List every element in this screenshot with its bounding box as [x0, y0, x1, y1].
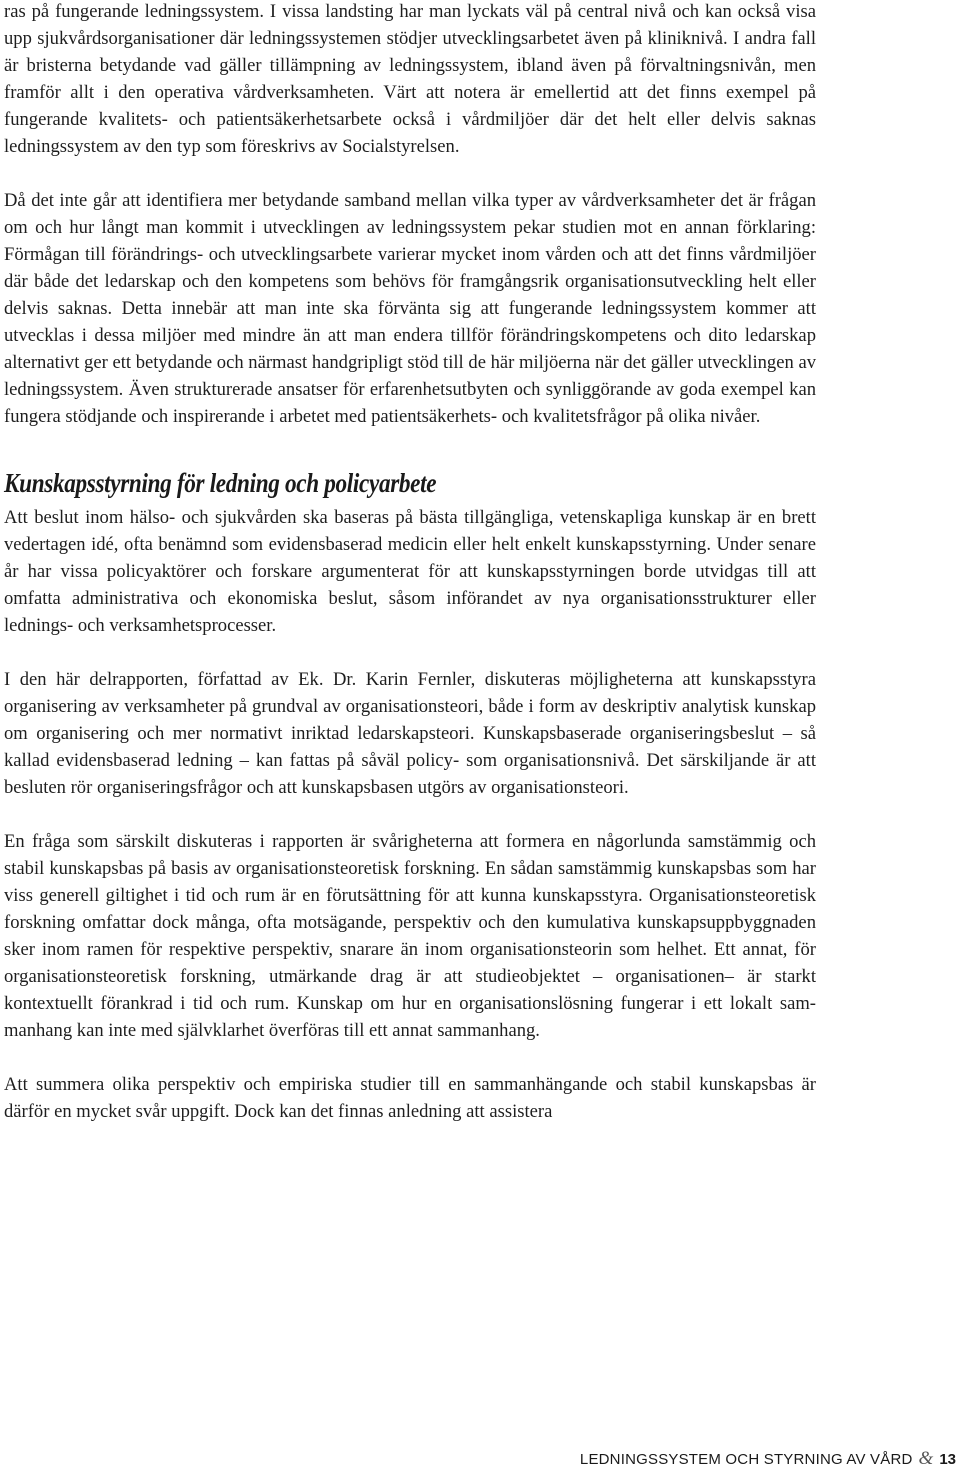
body-paragraph: Då det inte går att identifiera mer betydande samband mellan vilka typer av vårdverksamheter det är frågan om och hur långt man kommit i utvecklingen av ledningssystem pekar studien mot en annan förklaring: Förmågan till förändrings- och utvecklingsarbete varierar mycket inom vården och att det finns vårdmiljöer där både det ledarskap och den kompetens som behövs för framgångsrik organisationsutveckling helt eller delvis saknas. Detta innebär att man inte ska förvänta sig att fungerande ledningssystem kommer att utvecklas i dessa miljöer med mindre än att man endera tillför förändringskompetens och dito ledarskap alternativt ger ett betydande och närmast handgripligt stöd till de här miljöerna när det gäller utvecklingen av ledningssystem. Även strukturerade ansatser för erfarenhetsutbyten och synliggörande av goda exempel kan fungera stödjande och inspirerande i arbetet med patientsäkerhets- och kvalitetsfrågor på olika nivåer. [4, 190, 816, 427]
page-footer [580, 1448, 956, 1470]
ampersand-glyph: & [918, 1448, 934, 1469]
body-paragraph: Att beslut inom hälso- och sjukvården ska baseras på bästa tillgängliga, vetenskapliga kunskap är en brett vedertagen idé, ofta benämnd som evidensbaserad medicin eller helt enkelt kunskapsstyrning. Under senare år har vissa policyaktörer och forskare argumenterat för att kunskapsstyrningen borde utvidgas till att omfatta administrativa och ekonomiska beslut, såsom införandet av nya organisationsstrukturer eller lednings- och verksamhetsprocesser. [4, 507, 816, 636]
running-title: LEDNINGSSYSTEM OCH STYRNING AV VÅRD [579, 1451, 913, 1468]
section-heading: Kunskapsstyrning för ledning och policyarbete [4, 468, 437, 498]
body-paragraph: Att summera olika perspektiv och empiriska studier till en sammanhängande och stabil kunskapsbas är därför en mycket svår uppgift. Dock kan det finnas anledning att assistera [4, 1074, 816, 1122]
body-paragraph: I den här delrapporten, författad av Ek. Dr. Karin Fernler, diskuteras möjligheterna att kunskapsstyra organisering av verksamheter på grundval av organisationsteori, både i form av deskriptiv analytisk kunskap om organisering och mer normativt inriktad ledarskapsteori. Kunskapsbaserade organiseringsbeslut – så kallad evidensbaserad ledning – kan fattas på såväl policy- som organisationsnivå. Det särskiljande är att besluten rör organiseringsfrågor och att kunskapsbasen utgörs av organisationsteori. [4, 669, 816, 798]
page-number: 13 [939, 1451, 956, 1468]
body-paragraph: En fråga som särskilt diskuteras i rapporten är svårigheterna att formera en någorlunda samstämmig och stabil kunskapsbas på basis av organisationsteoretisk forskning. En sådan samstämmig kunskapsbas som har viss generell giltighet i tid och rum är en förutsättning för att kunna kunskapsstyra. Organisationsteoretisk forskning omfattar dock många, ofta motsägande, perspektiv och den kumulativa kunskapsuppbyggnaden sker inom ramen för respektive perspektiv, snarare än inom organisationsteorin som helhet. Ett annat, för organisationsteoretisk forskning, utmärkande drag är att studieobjektet – organisationen– är starkt kontextuellt förankrad i tid och rum. Kunskap om hur en organisationslösning fungerar i ett lokalt sammanhang kan inte med självklarhet överföras till ett annat sammanhang. [4, 831, 816, 1041]
body-paragraph: ras på fungerande ledningssystem. I vissa landsting har man lyckats väl på central nivå och kan också visa upp sjukvårdsorganisationer där ledningssystemen stödjer utvecklingsarbetet även på kliniknivå. I andra fall är bristerna betydande vad gäller tillämpning av ledningssystem, ibland även på förvaltningsnivån, men framför allt i den operativa vårdverksamheten. Värt att notera är emellertid att det finns exempel på fungerande kvalitets- och patientsäkerhetsarbete också i vårdmiljöer där det helt eller delvis saknas ledningssystem av den typ som föreskrivs av Socialstyrelsen. [4, 1, 816, 157]
body-text-column [4, 0, 816, 1125]
